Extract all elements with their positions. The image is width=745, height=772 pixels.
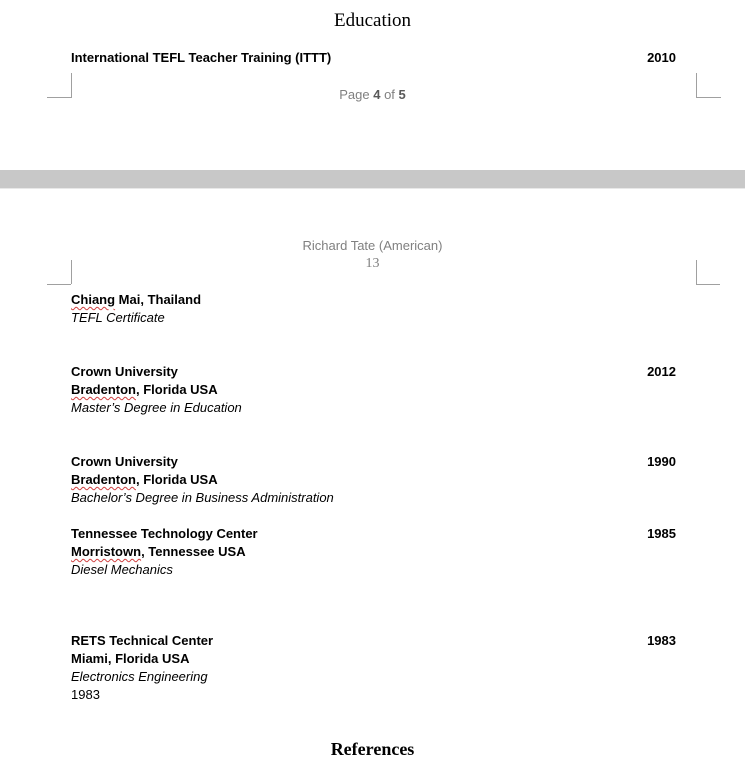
entry-note: 1983 (71, 687, 100, 702)
spellcheck-word[interactable]: Bradenton (71, 382, 136, 397)
header-name: Richard Tate (American) (302, 238, 443, 253)
entry-detail: Electronics Engineering (71, 669, 208, 684)
header-page-number: 13 (365, 256, 380, 271)
location-rest: , Tennessee USA (141, 544, 246, 559)
entry-location (71, 544, 246, 559)
entry-location (71, 382, 218, 397)
location-rest: , Florida USA (136, 382, 218, 397)
entry-year: 1985 (647, 526, 676, 541)
location-rest: , Florida USA (136, 472, 218, 487)
page-footer (0, 87, 745, 102)
entry-detail: Bachelor’s Degree in Business Administration (71, 490, 334, 505)
location-rest: Mai, Thailand (115, 292, 202, 307)
entry-institution: Crown University (71, 454, 178, 469)
margin-corner-top-left (47, 260, 72, 284)
entry-location: Miami, Florida USA (71, 651, 190, 666)
margin-corner-top-right-h (696, 284, 720, 285)
page-current: 4 (373, 87, 381, 102)
page-of: of (380, 87, 399, 102)
margin-corner-top-left-h (47, 284, 71, 285)
page-separator (0, 170, 745, 188)
entry-institution: RETS Technical Center (71, 633, 214, 648)
page-prefix: Page (339, 87, 374, 102)
education-heading: Education (333, 10, 412, 31)
ittt-year: 2010 (647, 50, 676, 65)
spellcheck-word[interactable]: Morristown (71, 544, 142, 559)
entry-location (71, 292, 201, 307)
entry-institution: Tennessee Technology Center (71, 526, 258, 541)
entry-year: 1983 (647, 633, 676, 648)
spellcheck-word[interactable]: Bradenton (71, 472, 136, 487)
ittt-title: International TEFL Teacher Training (ITTT) (71, 50, 332, 65)
entry-year: 2012 (647, 364, 676, 379)
page-separator-edge (0, 188, 745, 189)
entry-year: 1990 (647, 454, 676, 469)
entry-detail: TEFL Certificate (71, 310, 165, 325)
entry-location (71, 472, 218, 487)
spellcheck-word[interactable]: Chiang (71, 292, 116, 307)
entry-detail: Diesel Mechanics (71, 562, 173, 577)
margin-corner-top-right-v (696, 260, 697, 284)
references-heading: References (330, 739, 415, 759)
entry-institution: Crown University (71, 364, 178, 379)
entry-detail: Master’s Degree in Education (71, 400, 242, 415)
page-total: 5 (398, 87, 406, 102)
